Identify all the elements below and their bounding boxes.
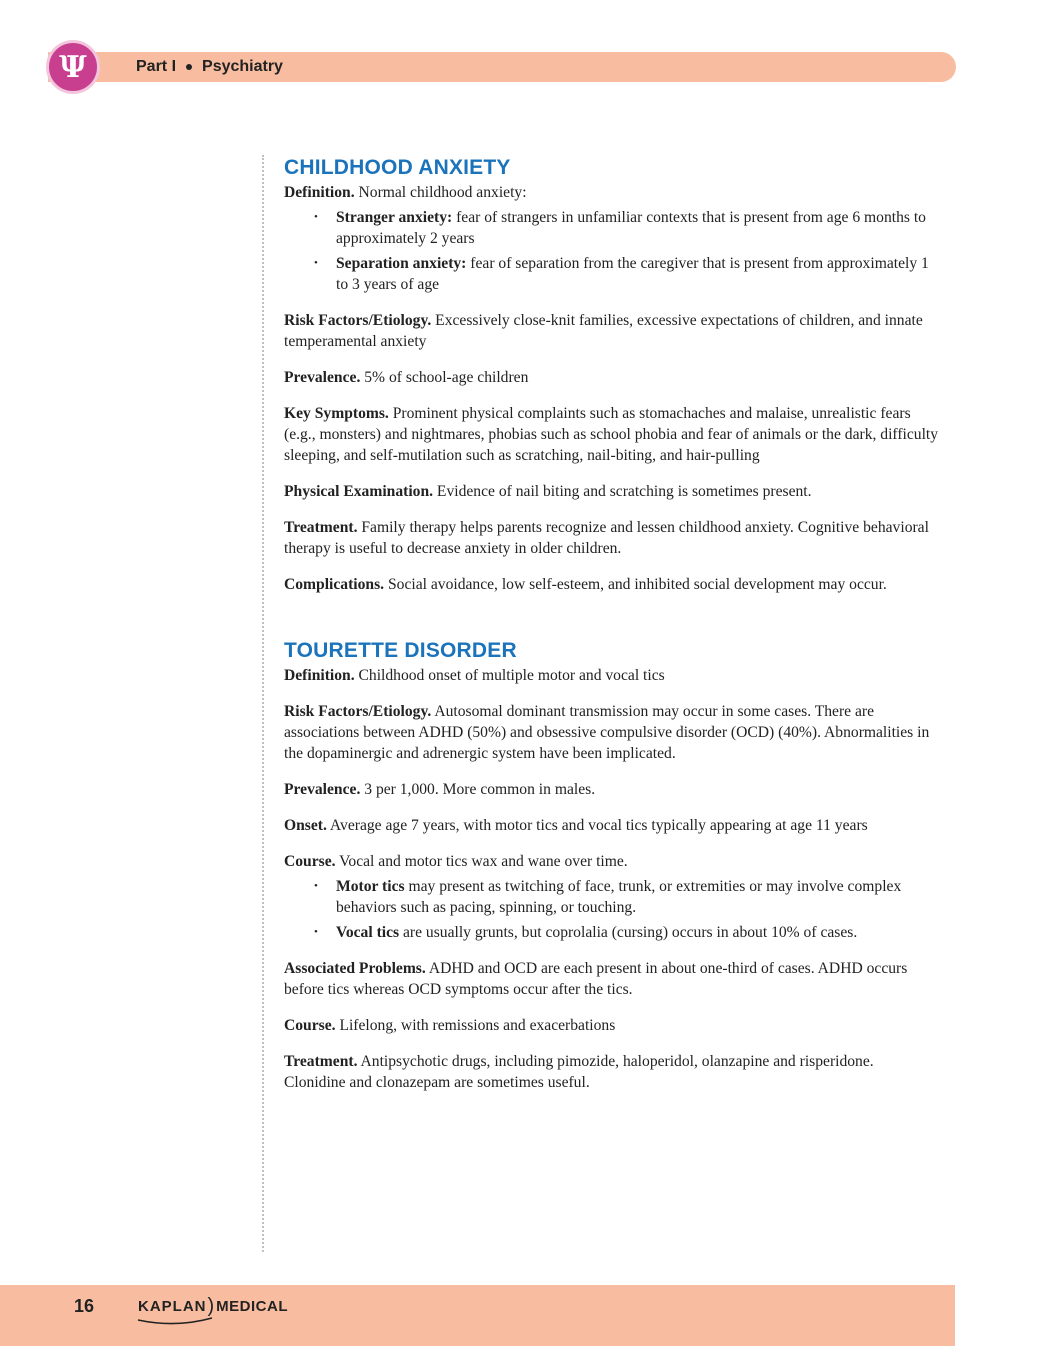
section-heading-childhood-anxiety: CHILDHOOD ANXIETY	[284, 156, 511, 179]
list-item	[336, 253, 939, 295]
list-item-text: are usually grunts, but coprolalia (cursing) occurs in about 10% of cases.	[399, 924, 858, 941]
list-item-text: may present as twitching of face, trunk, or extremities or may involve complex behaviors such as pacing, spinning, or touching.	[336, 878, 902, 916]
list-item-label: Vocal tics	[336, 924, 400, 941]
paragraph-physical-exam	[284, 481, 939, 502]
paragraph-label: Risk Factors/Etiology.	[284, 703, 432, 720]
list-item	[336, 207, 939, 249]
list-item-label: Separation anxiety:	[336, 255, 467, 272]
paragraph-label: Onset.	[284, 817, 327, 834]
list-item-label: Stranger anxiety:	[336, 209, 453, 226]
paragraph-complications	[284, 574, 939, 595]
paragraph-label: Definition.	[284, 667, 355, 684]
paragraph-text: Prominent physical complaints such as stomachaches and malaise, unrealistic fears (e.g., monsters) and nightmares, phobias such as school phobia and fear of animals or the dark, difficulty sleeping, and self-mutilation such as scratching, nail-biting, and hair-pulling	[284, 405, 939, 464]
margin-divider	[262, 155, 264, 1252]
list-item-text: fear of separation from the caregiver that is present from approximately 1 to 3 years of age	[336, 255, 929, 293]
paragraph-definition	[284, 182, 939, 203]
paragraph-label: Associated Problems.	[284, 960, 426, 977]
paragraph-course	[284, 1015, 939, 1036]
brand-kaplan: KAPLAN	[138, 1298, 207, 1315]
paragraph-label: Course.	[284, 1017, 336, 1034]
paragraph-associated-problems	[284, 958, 939, 1000]
paragraph-prevalence	[284, 367, 939, 388]
paragraph-text: Lifelong, with remissions and exacerbations	[335, 1017, 616, 1034]
bullet-list	[284, 207, 939, 295]
paragraph-onset	[284, 815, 939, 836]
list-item	[336, 876, 939, 918]
paragraph-treatment	[284, 517, 939, 559]
list-item	[336, 922, 939, 943]
paragraph-label: Risk Factors/Etiology.	[284, 312, 432, 329]
paragraph-text: Normal childhood anxiety:	[354, 184, 527, 201]
paragraph-text: Family therapy helps parents recognize and lessen childhood anxiety. Cognitive behavioral therapy is useful to decrease anxiety in older children.	[284, 519, 929, 557]
paragraph-text: 3 per 1,000. More common in males.	[360, 781, 596, 798]
breadcrumb	[136, 58, 283, 76]
paragraph-text: Social avoidance, low self-esteem, and inhibited social development may occur.	[384, 576, 887, 593]
paragraph-definition	[284, 665, 939, 686]
paragraph-label: Complications.	[284, 576, 385, 593]
paragraph-label: Key Symptoms.	[284, 405, 389, 422]
paragraph-label: Physical Examination.	[284, 483, 434, 500]
kaplan-swoosh-icon	[136, 1316, 216, 1326]
paragraph-label: Treatment.	[284, 519, 358, 536]
paragraph-risk-factors	[284, 701, 939, 764]
brand-medical: MEDICAL	[216, 1298, 288, 1315]
paragraph-text: Childhood onset of multiple motor and vocal tics	[354, 667, 665, 684]
brand-paren: )	[207, 1295, 215, 1317]
list-item-label: Motor tics	[336, 878, 405, 895]
paragraph-text: 5% of school-age children	[360, 369, 529, 386]
paragraph-text: Evidence of nail biting and scratching is sometimes present.	[433, 483, 812, 500]
paragraph-prevalence	[284, 779, 939, 800]
paragraph-label: Definition.	[284, 184, 355, 201]
paragraph-text: Average age 7 years, with motor tics and vocal tics typically appearing at age 11 years	[326, 817, 868, 834]
paragraph-text: Antipsychotic drugs, including pimozide, haloperidol, olanzapine and risperidone. Clonidine and clonazepam are sometimes useful.	[284, 1053, 874, 1091]
paragraph-label: Course.	[284, 853, 336, 870]
paragraph-key-symptoms	[284, 403, 939, 466]
paragraph-label: Treatment.	[284, 1053, 358, 1070]
paragraph-course	[284, 851, 939, 872]
paragraph-label: Prevalence.	[284, 781, 361, 798]
part-label: Part I	[136, 58, 177, 75]
bullet-list	[284, 876, 939, 943]
paragraph-text: Excessively close-knit families, excessive expectations of children, and innate temperamental anxiety	[284, 312, 923, 350]
paragraph-text: ADHD and OCD are each present in about one-third of cases. ADHD occurs before tics whereas OCD symptoms occur after the tics.	[284, 960, 908, 998]
section-tourette	[284, 637, 939, 1093]
list-item-text: fear of strangers in unfamiliar contexts that is present from age 6 months to approximately 2 years	[336, 209, 926, 247]
kaplan-medical-logo	[138, 1295, 288, 1317]
paragraph-label: Prevalence.	[284, 369, 361, 386]
section-heading-tourette: TOURETTE DISORDER	[284, 639, 517, 662]
paragraph-text: Autosomal dominant transmission may occur in some cases. There are associations between ADHD (50%) and obsessive compulsive disorder (OCD) (40%). Abnormalities in the dopaminergic and adrenergic system have been implicated.	[284, 703, 930, 762]
chapter-title: Psychiatry	[202, 58, 283, 75]
paragraph-text: Vocal and motor tics wax and wane over time.	[335, 853, 628, 870]
page-number: 16	[74, 1296, 95, 1316]
paragraph-treatment	[284, 1051, 939, 1093]
psi-logo-icon: Ψ	[46, 40, 100, 94]
main-content	[284, 154, 939, 1093]
paragraph-risk-factors	[284, 310, 939, 352]
bullet-separator-icon	[186, 64, 192, 70]
